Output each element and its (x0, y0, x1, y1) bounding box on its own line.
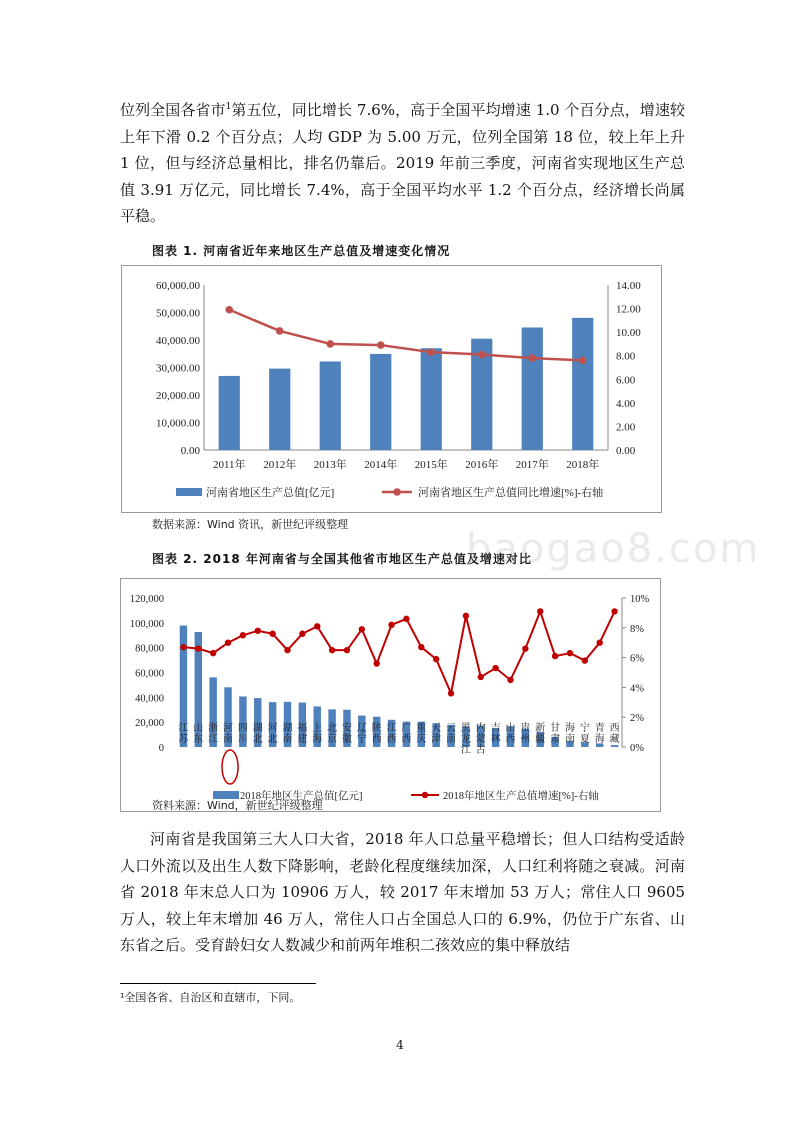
right-tick-label: 2% (630, 713, 644, 725)
province-label: 河北 (267, 723, 278, 745)
province-growth-point (567, 650, 573, 656)
page-number: 4 (396, 1038, 404, 1052)
province-label: 青海 (594, 723, 605, 745)
province-label: 湖北 (252, 723, 263, 745)
province-label: 江西 (386, 723, 397, 745)
footnote: ¹全国各省、自治区和直辖市，下同。 (120, 991, 301, 1004)
right-tick-label: 10.00 (616, 327, 641, 340)
province-growth-point (537, 608, 543, 614)
x-tick-label: 2015年 (414, 459, 448, 471)
province-comparison-chart (121, 579, 660, 811)
gdp-bar (572, 318, 593, 450)
province-growth-point (329, 647, 335, 653)
x-tick-label: 2012年 (263, 459, 297, 471)
province-growth-point (359, 626, 365, 632)
growth-point (579, 357, 587, 365)
province-label: 重庆 (416, 723, 427, 745)
province-label: 山东 (193, 723, 204, 745)
province-growth-point (210, 650, 216, 656)
right-tick-label: 6.00 (616, 374, 636, 387)
province-label: 广西 (401, 723, 412, 745)
right-tick-label: 0.00 (616, 445, 636, 457)
province-label: 浙江 (208, 723, 219, 745)
province-label: 贵州 (520, 723, 531, 745)
left-tick-label: 30,000.00 (156, 362, 200, 375)
legend-line-marker (393, 488, 401, 496)
x-tick-label: 2014年 (364, 459, 398, 471)
province-growth-point (522, 645, 528, 651)
left-tick-label: 60,000 (135, 668, 164, 680)
legend-bar-swatch (176, 488, 202, 496)
province-growth-point (388, 622, 394, 628)
province-growth-point (448, 690, 454, 696)
province-label: 新疆 (535, 723, 546, 745)
province-growth-point (478, 674, 484, 680)
chart-1-frame (121, 265, 662, 513)
province-growth-point (269, 631, 275, 637)
province-growth-point (433, 656, 439, 662)
growth-point (326, 340, 334, 348)
province-growth-point (314, 623, 320, 629)
province-growth-point (255, 628, 261, 634)
province-label: 山西 (505, 723, 516, 745)
left-tick-label: 20,000.00 (156, 390, 200, 402)
highlight-circle (222, 750, 238, 784)
gdp-bar (320, 361, 341, 450)
province-growth-point (597, 640, 603, 646)
growth-point (377, 341, 385, 349)
province-growth-point (240, 632, 246, 638)
right-tick-label: 8% (630, 623, 644, 635)
footnote-rule (120, 983, 316, 984)
province-growth-point (582, 657, 588, 663)
right-tick-label: 8.00 (616, 350, 636, 363)
left-tick-label: 0 (158, 743, 164, 754)
legend-bar-label: 2018年地区生产总值[亿元] (240, 791, 363, 802)
growth-point (528, 354, 536, 362)
province-growth-point (299, 631, 305, 637)
left-tick-label: 60,000.00 (156, 280, 200, 292)
growth-point (276, 327, 284, 335)
province-label: 江苏 (178, 723, 189, 745)
growth-point (225, 306, 233, 314)
figure-2-caption: 图表 2. 2018 年河南省与全国其他省市地区生产总值及增速对比 (152, 552, 532, 566)
gdp-bar (269, 369, 290, 450)
province-growth-point (344, 647, 350, 653)
province-label: 福建 (297, 723, 308, 745)
province-label: 陕西 (371, 723, 382, 745)
province-growth-point (180, 644, 186, 650)
right-tick-label: 12.00 (616, 303, 641, 316)
left-tick-label: 80,000 (135, 643, 164, 655)
x-tick-label: 2018年 (566, 459, 600, 471)
right-tick-label: 6% (630, 653, 644, 665)
province-label: 西藏 (609, 723, 620, 745)
province-label: 安徽 (341, 723, 352, 745)
province-gdp-bar (611, 745, 618, 747)
province-growth-point (418, 644, 424, 650)
right-tick-label: 14.00 (616, 280, 641, 292)
left-tick-label: 10,000.00 (156, 417, 200, 430)
province-growth-line (183, 611, 614, 693)
province-growth-point (374, 660, 380, 666)
growth-point (427, 348, 435, 356)
left-tick-label: 20,000 (135, 718, 164, 730)
left-tick-label: 40,000.00 (156, 335, 200, 347)
x-tick-label: 2011年 (212, 459, 246, 471)
gdp-bar (219, 376, 240, 450)
province-label: 甘肃 (550, 723, 561, 745)
legend-bar-label: 河南省地区生产总值[亿元] (206, 487, 335, 499)
province-label: 湖南 (282, 723, 293, 745)
province-label: 云南 (446, 723, 457, 745)
province-growth-point (492, 665, 498, 671)
province-label: 宁夏 (579, 723, 590, 745)
province-label: 四川 (237, 723, 248, 745)
chart-2-frame (120, 578, 661, 812)
gdp-bar (421, 348, 442, 450)
province-label: 吉林 (490, 723, 501, 745)
gdp-bar (522, 327, 543, 450)
left-tick-label: 0.00 (180, 445, 200, 457)
left-tick-label: 50,000.00 (156, 307, 200, 320)
province-label: 河南 (223, 723, 234, 745)
province-label: 天津 (431, 723, 442, 745)
left-tick-label: 120,000 (129, 594, 164, 605)
left-tick-label: 40,000 (135, 693, 164, 705)
province-label: 海南 (564, 723, 575, 745)
right-tick-label: 4% (630, 683, 644, 695)
gdp-growth-chart (122, 266, 661, 512)
x-tick-label: 2013年 (313, 459, 347, 471)
growth-point (478, 351, 486, 359)
province-growth-point (463, 613, 469, 619)
province-growth-point (225, 640, 231, 646)
province-growth-point (507, 677, 513, 683)
left-tick-label: 100,000 (129, 618, 164, 630)
province-label: 黑龙江 (460, 723, 471, 756)
right-tick-label: 0% (630, 743, 644, 754)
x-tick-label: 2017年 (515, 459, 549, 471)
x-tick-label: 2016年 (465, 459, 499, 471)
figure-2-source: 资料来源：Wind，新世纪评级整理 (152, 799, 323, 812)
figure-1-source: 数据来源：Wind 资讯，新世纪评级整理 (152, 518, 349, 531)
legend-line-label: 2018年地区生产总值增速[%]-右轴 (443, 791, 599, 802)
province-growth-point (552, 653, 558, 659)
figure-1-caption: 图表 1. 河南省近年来地区生产总值及增速变化情况 (152, 244, 451, 258)
legend-line-marker (422, 792, 428, 798)
province-label: 内蒙古 (475, 723, 486, 756)
body-paragraph-2: 河南省是我国第三大人口大省，2018 年人口总量平稳增长；但人口结构受适龄人口外流以及出生人数下降影响，老龄化程度继续加深，人口红利将随之衰减。河南省 2018 年末总人口为 10906 万人，较 2017 年末增加 53 万人；常住人口 9605 万人，较上年末增加 46 万人，常住人口占全国总人口的 6.9%，仍位于广东省、山东省之后。受育龄妇女人数减少和前两年堆积二孩效应的集中释放结 (120, 830, 685, 954)
right-tick-label: 2.00 (616, 421, 636, 434)
province-growth-point (284, 647, 290, 653)
province-label: 上海 (312, 723, 323, 745)
province-growth-point (611, 608, 617, 614)
province-growth-point (195, 645, 201, 651)
body-paragraph-1: 位列全国各省市$^1$第五位，同比增长 7.6%，高于全国平均增速 1.0 个百分点，增速较上年下滑 0.2 个百分点；人均 GDP 为 5.00 万元，位列全国第 18 位，较上年上升 1 位，但与经济总量相比，排名仍靠后。2019 年前三季度，河南省实现地区生产总值 3.91 万亿元，同比增长 7.4%，高于全国平均水平 1.2 个百分点，经济增长尚属平稳。 (120, 101, 685, 225)
watermark: baogao8.com (466, 526, 761, 572)
province-label: 北京 (327, 723, 338, 745)
province-growth-point (403, 616, 409, 622)
gdp-bar (370, 354, 391, 450)
legend-line-label: 河南省地区生产总值同比增速[%]-右轴 (418, 487, 604, 499)
province-label: 辽宁 (356, 723, 367, 745)
footnote-marker: 1 (225, 102, 232, 112)
right-tick-label: 10% (630, 594, 650, 605)
right-tick-label: 4.00 (616, 397, 636, 410)
